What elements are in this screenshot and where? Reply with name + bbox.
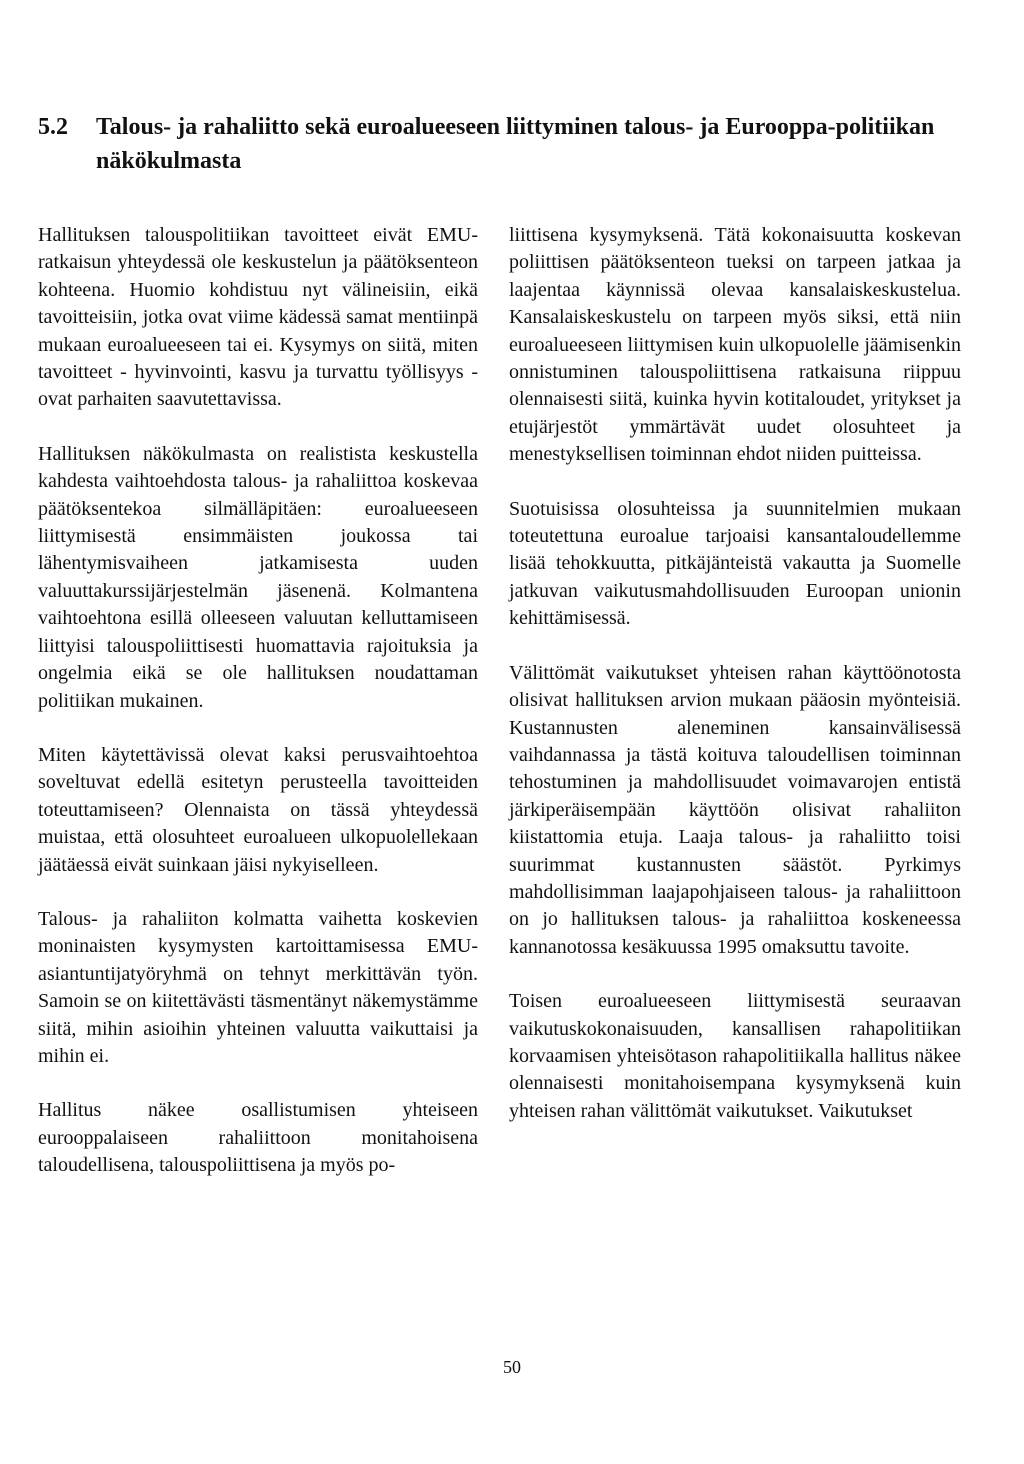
paragraph: liittisena kysymyksenä. Tätä kokonaisuutta koskevan poliittisen päätöksenteon tueksi on tarpeen jatkaa ja laajentaa käynnissä olevaa kansalaiskeskustelua. Kansalaiskeskustelu on tarpeen myös siksi, että niin euroalueeseen liittymisen kuin ulkopuolelle jäämisenkin onnistuminen talouspoliittisena ratkaisuna riippuu olennaisesti siitä, kuinka hyvin kotitaloudet, yritykset ja etujärjestöt ymmärtävät uudet olosuhteet ja menestyksellisen toiminnan ehdot niiden puitteissa. [509,224,961,466]
section-number: 5.2 [38,114,68,140]
right-column [509,222,961,1125]
paragraph: Miten käytettävissä olevat kaksi perusvaihtoehtoa soveltuvat edellä esitetyn perusteella tavoitteiden toteuttamiseen? Olennaista on tässä yhteydessä muistaa, että olosuhteet euroalueen ulkopuolellekaan jäätäessä eivät suinkaan jäisi nykyiselleen. [38,743,478,876]
section-heading [38,110,978,178]
paragraph: Hallituksen talouspolitiikan tavoitteet eivät EMU-ratkaisun yhteydessä ole keskustelun ja päätöksenteon kohteena. Huomio kohdistuu nyt välineisiin, eikä tavoitteisiin, jotka ovat viime kädessä samat mentiinpä mukaan euroalueeseen tai ei. Kysymys on siitä, miten tavoitteet - hyvinvointi, kasvu ja turvattu työllisyys - ovat parhaiten saavutettavissa. [38,224,478,411]
paragraph: Talous- ja rahaliiton kolmatta vaihetta koskevien moninaisten kysymysten kartoittamisessa EMU-asiantuntijatyöryhmä on tehnyt merkittävän työn. Samoin se on kiitettävästi täsmentänyt näkemystämme siitä, mihin asioihin yhteinen valuutta vaikuttaisi ja mihin ei. [38,907,478,1067]
section-title: Talous- ja rahaliitto sekä euroalueeseen liittyminen talous- ja Eurooppa-politiikan näkökulmasta [96,114,935,174]
paragraph: Suotuisissa olosuhteissa ja suunnitelmien mukaan toteutettuna euroalue tarjoaisi kansantaloudellemme lisää tehokkuutta, pitkäjänteistä vakautta ja Suomelle jatkuvan vaikutusmahdollisuuden Euroopan unionin kehittämisessä. [509,497,961,630]
paragraph: Välittömät vaikutukset yhteisen rahan käyttöönotosta olisivat hallituksen arvion mukaan pääosin myönteisiä. Kustannusten aleneminen kansainvälisessä vaihdannassa ja tästä koituva taloudellisen toiminnan tehostuminen ja mahdollisuudet voimavarojen entistä järkiperäisempään käyttöön olisivat rahaliiton kiistattomia etuja. Laaja talous- ja rahaliitto toisi suurimmat kustannusten säästöt. Pyrkimys mahdollisimman laajapohjaiseen talous- ja rahaliittoon on jo hallituksen talous- ja rahaliittoa koskeneessa kannanotossa kesäkuussa 1995 omaksuttu tavoite. [509,661,961,958]
page-number: 50 [503,1357,521,1377]
paragraph: Hallituksen näkökulmasta on realistista keskustella kahdesta vaihtoehdosta talous- ja rahaliittoa koskevaa päätöksentekoa silmälläpitäen: euroalueeseen liittymisestä ensimmäisten joukossa tai lähentymisvaiheen jatkamisesta uuden valuuttakurssijärjestelmän jäsenenä. Kolmantena vaihtoehtona esillä olleeseen valuutan kelluttamiseen liittyisi talouspoliittisesti huomattavia rajoituksia ja ongelmia eikä se ole hallituksen noudattaman politiikan mukainen. [38,442,478,712]
paragraph: Hallitus näkee osallistumisen yhteiseen eurooppalaiseen rahaliittoon monitahoisena taloudellisena, talouspoliittisena ja myös po- [38,1099,478,1177]
left-column [38,222,478,1180]
paragraph: Toisen euroalueeseen liittymisestä seuraavan vaikutuskokonaisuuden, kansallisen rahapolitiikan korvaamisen yhteisötason rahapolitiikalla hallitus näkee olennaisesti monitahoisempana kysymyksenä kuin yhteisen rahan välittömät vaikutukset. Vaikutukset [509,990,961,1122]
